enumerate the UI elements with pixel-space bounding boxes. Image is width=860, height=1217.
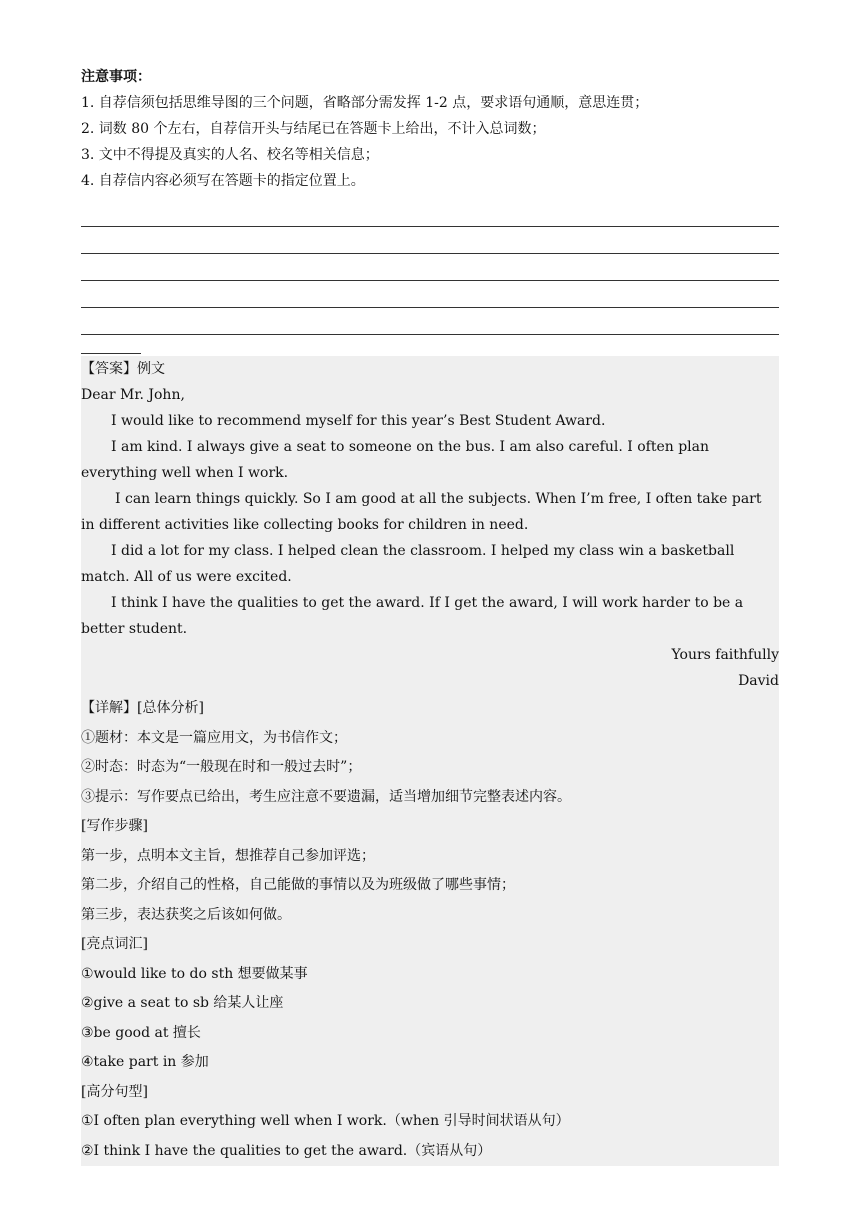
letter-paragraph: I can learn things quickly. So I am good at all the subjects. When I’m free, I often take part in different activities like collecting books for children in need. (81, 491, 762, 533)
analysis-item: ①题材：本文是一篇应用文，为书信作文； (81, 729, 347, 746)
notes-title: 注意事项： (81, 69, 151, 85)
sentence-item: ②I think I have the qualities to get the award.（宾语从句） (81, 1142, 492, 1159)
analysis-heading: 【详解】[总体分析] (81, 700, 204, 716)
writing-line (81, 200, 779, 227)
answer-heading: 【答案】例文 (81, 361, 165, 377)
step-item: 第三步，表达获奖之后该如何做。 (81, 906, 291, 923)
writing-line-end (81, 335, 141, 354)
analysis-item: ③提示：写作要点已给出，考生应注意不要遗漏，适当增加细节完整表述内容。 (81, 788, 571, 805)
step-item: 第二步，介绍自己的性格，自己能做的事情以及为班级做了哪些事情； (81, 877, 515, 893)
note-item: 1. 自荐信须包括思维导图的三个问题，省略部分需发挥 1-2 点，要求语句通顺，意思连贯； (81, 95, 649, 111)
sentences-heading: [高分句型] (81, 1083, 148, 1100)
notes-section (81, 64, 779, 194)
steps-heading: [写作步骤] (81, 818, 148, 834)
letter-paragraph: I think I have the qualities to get the award. If I get the award, I will work harder to be a better student. (81, 595, 744, 637)
vocab-item: ①would like to do sth 想要做某事 (81, 965, 308, 982)
vocab-item: ②give a seat to sb 给某人让座 (81, 995, 284, 1011)
vocab-item: ④take part in 参加 (81, 1054, 209, 1070)
vocab-heading: [亮点词汇] (81, 936, 148, 952)
writing-line (81, 308, 779, 335)
letter-paragraph: I am kind. I always give a seat to someone on the bus. I am also careful. I often plan everything well when I work. (81, 439, 709, 481)
sentence-item: ①I often plan everything well when I work.（when 引导时间状语从句） (81, 1113, 570, 1129)
writing-lines (81, 200, 779, 354)
step-item: 第一步，点明本文主旨，想推荐自己参加评选； (81, 847, 375, 864)
writing-line (81, 227, 779, 254)
analysis-item: ②时态：时态为“一般现在时和一般过去时”； (81, 759, 362, 775)
note-item: 4. 自荐信内容必须写在答题卡的指定位置上。 (81, 173, 365, 189)
letter-paragraph: I did a lot for my class. I helped clean the classroom. I helped my class win a basketball match. All of us were excited. (81, 543, 735, 585)
answer-section (81, 356, 779, 1166)
note-item: 2. 词数 80 个左右，自荐信开头与结尾已在答题卡上给出，不计入总词数； (81, 121, 546, 137)
writing-line (81, 281, 779, 308)
note-item: 3. 文中不得提及真实的人名、校名等相关信息； (81, 147, 379, 163)
letter-signature: David (738, 673, 779, 689)
vocab-item: ③be good at 擅长 (81, 1024, 201, 1041)
letter-paragraph: I would like to recommend myself for this year’s Best Student Award. (111, 413, 606, 429)
document-page (81, 64, 779, 1166)
writing-line (81, 254, 779, 281)
letter-greeting: Dear Mr. John, (81, 387, 185, 403)
letter-closing: Yours faithfully (671, 647, 779, 663)
